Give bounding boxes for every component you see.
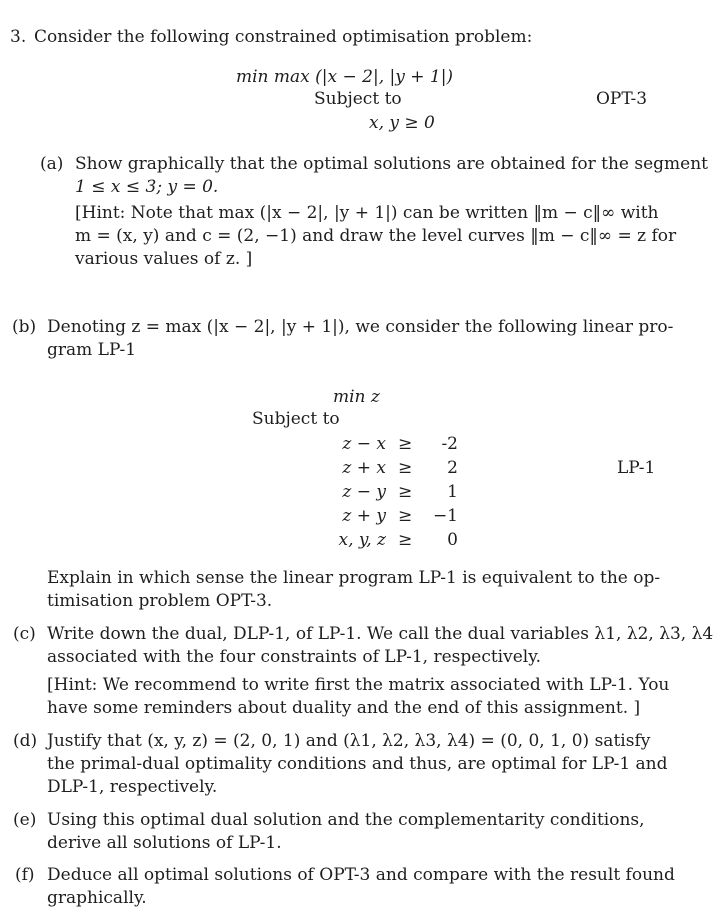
part-f-line1: Deduce all optimal solutions of OPT-3 and compare with the result found xyxy=(47,865,675,885)
part-b-line2: gram LP-1 xyxy=(47,340,137,360)
part-b-label: (b) xyxy=(12,317,37,337)
opt3-objective: min max (|x − 2|, |y + 1|) xyxy=(236,67,454,87)
opt3-label: OPT-3 xyxy=(596,89,648,109)
part-a-line2: 1 ≤ x ≤ 3; y = 0. xyxy=(75,177,219,197)
part-a-line1: Show graphically that the optimal solutions are obtained for the segment xyxy=(75,154,709,174)
lp1-label: LP-1 xyxy=(617,458,656,478)
part-f-line2: graphically. xyxy=(47,888,147,908)
constraint-3-rhs: 1 xyxy=(447,482,458,502)
constraint-1-rhs: -2 xyxy=(441,434,458,454)
constraint-1-op: ≥ xyxy=(398,434,413,454)
part-d-label: (d) xyxy=(13,731,38,751)
part-b-explain1: Explain in which sense the linear program LP-1 is equivalent to the op- xyxy=(47,568,661,588)
part-b-explain2: timisation problem OPT-3. xyxy=(47,591,273,611)
part-e-label: (e) xyxy=(13,810,37,830)
part-a-hint3: various values of z. ] xyxy=(75,249,253,269)
part-d-line1: Justify that (x, y, z) = (2, 0, 1) and (λ1, λ2, λ3, λ4) = (0, 0, 1, 0) satisfy xyxy=(47,731,651,751)
constraint-4-lhs: z + y xyxy=(342,506,386,526)
part-c-label: (c) xyxy=(13,624,36,644)
constraint-2-rhs: 2 xyxy=(447,458,458,478)
part-d-line2: the primal-dual optimality conditions and thus, are optimal for LP-1 and xyxy=(47,754,668,774)
opt3-constraint: x, y ≥ 0 xyxy=(369,113,435,133)
part-b-line1: Denoting z = max (|x − 2|, |y + 1|), we consider the following linear pro- xyxy=(47,317,674,337)
constraint-5-op: ≥ xyxy=(398,530,413,550)
part-f-label: (f) xyxy=(15,865,35,885)
constraint-2-op: ≥ xyxy=(398,458,413,478)
part-a-label: (a) xyxy=(40,154,64,174)
constraint-5-rhs: 0 xyxy=(447,530,458,550)
constraint-4-rhs: −1 xyxy=(432,506,458,526)
part-c-line1: Write down the dual, DLP-1, of LP-1. We call the dual variables λ1, λ2, λ3, λ4 xyxy=(47,624,714,644)
constraint-4-op: ≥ xyxy=(398,506,413,526)
part-a-hint1: [Hint: Note that max (|x − 2|, |y + 1|) can be written ‖m − c‖∞ with xyxy=(75,203,659,223)
opt3-subject-to: Subject to xyxy=(314,89,402,109)
lp1-objective: min z xyxy=(333,387,380,407)
part-e-line1: Using this optimal dual solution and the complementarity conditions, xyxy=(47,810,645,830)
constraint-3-op: ≥ xyxy=(398,482,413,502)
part-c-hint1: [Hint: We recommend to write first the matrix associated with LP-1. You xyxy=(47,675,670,695)
part-c-hint2: have some reminders about duality and the end of this assignment. ] xyxy=(47,698,641,718)
constraint-1-lhs: z − x xyxy=(342,434,386,454)
question-number: 3. xyxy=(10,27,27,47)
part-c-line2: associated with the four constraints of LP-1, respectively. xyxy=(47,647,541,667)
part-a-hint2: m = (x, y) and c = (2, −1) and draw the level curves ‖m − c‖∞ = z for xyxy=(75,226,677,246)
question-intro: Consider the following constrained optimisation problem: xyxy=(34,27,533,47)
constraint-2-lhs: z + x xyxy=(342,458,386,478)
part-e-line2: derive all solutions of LP-1. xyxy=(47,833,282,853)
lp1-subject-to: Subject to xyxy=(252,409,340,429)
constraint-5-lhs: x, y, z xyxy=(338,530,386,550)
constraint-3-lhs: z − y xyxy=(342,482,386,502)
part-d-line3: DLP-1, respectively. xyxy=(47,777,218,797)
